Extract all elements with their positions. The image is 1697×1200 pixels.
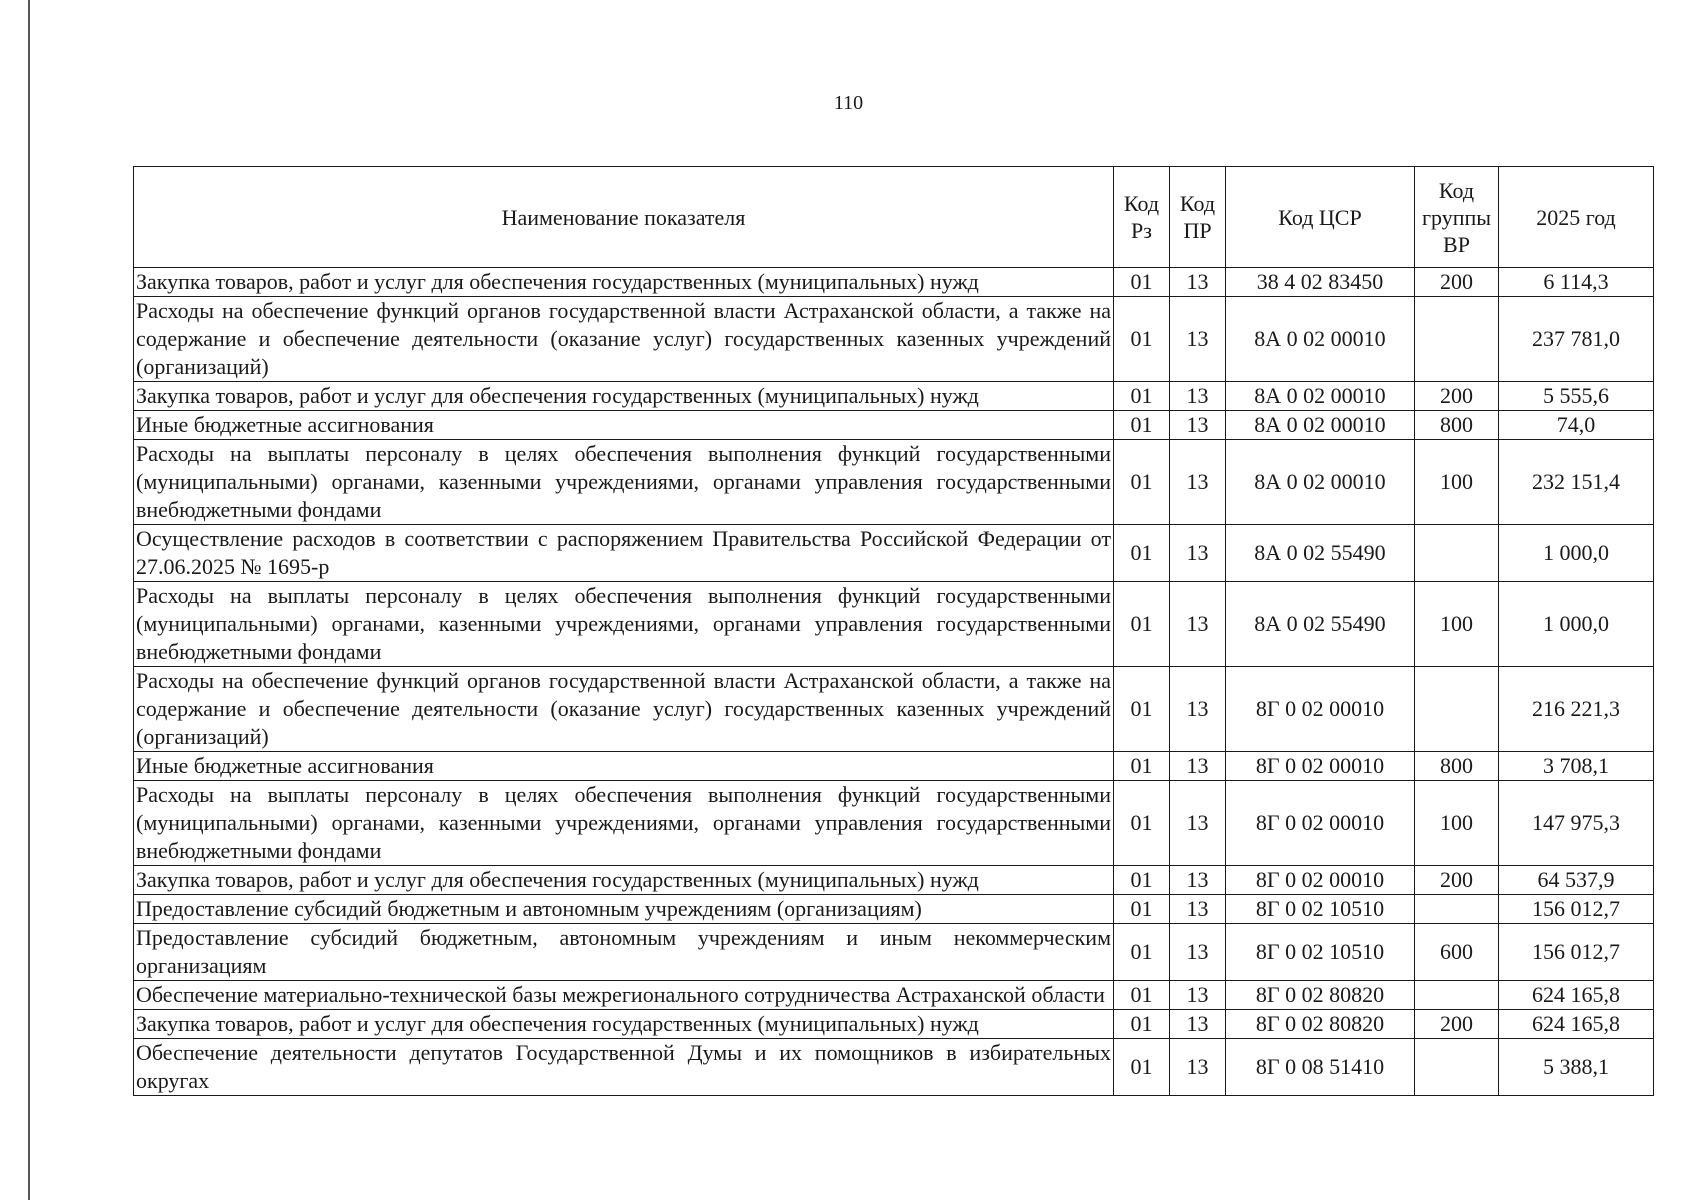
cell-rz: 01	[1114, 525, 1170, 582]
scan-edge-line	[28, 0, 30, 1200]
cell-amount: 5 388,1	[1499, 1039, 1654, 1096]
cell-amount: 5 555,6	[1499, 382, 1654, 411]
cell-name: Иные бюджетные ассигнования	[134, 411, 1114, 440]
cell-name: Обеспечение деятельности депутатов Государственной Думы и их помощников в избирательных округах	[134, 1039, 1114, 1096]
table-row	[134, 382, 1654, 411]
cell-name: Расходы на выплаты персоналу в целях обеспечения выполнения функций государственными (муниципальными) органами, казенными учреждениями, органами управления государственными внебюджетными фондами	[134, 440, 1114, 525]
cell-vr: 600	[1415, 924, 1499, 981]
table-row	[134, 440, 1654, 525]
cell-pr: 13	[1170, 382, 1226, 411]
cell-amount: 232 151,4	[1499, 440, 1654, 525]
table-row	[134, 781, 1654, 866]
cell-name: Закупка товаров, работ и услуг для обеспечения государственных (муниципальных) нужд	[134, 866, 1114, 895]
cell-rz: 01	[1114, 440, 1170, 525]
cell-csr: 8Г 0 02 10510	[1226, 895, 1415, 924]
cell-vr: 100	[1415, 582, 1499, 667]
cell-name: Иные бюджетные ассигнования	[134, 752, 1114, 781]
cell-amount: 156 012,7	[1499, 924, 1654, 981]
table-row	[134, 1010, 1654, 1039]
header-csr: Код ЦСР	[1226, 167, 1415, 268]
header-name: Наименование показателя	[134, 167, 1114, 268]
cell-amount: 237 781,0	[1499, 297, 1654, 382]
cell-pr: 13	[1170, 752, 1226, 781]
cell-amount: 624 165,8	[1499, 1010, 1654, 1039]
cell-rz: 01	[1114, 895, 1170, 924]
cell-csr: 8Г 0 02 80820	[1226, 981, 1415, 1010]
cell-pr: 13	[1170, 667, 1226, 752]
cell-amount: 1 000,0	[1499, 582, 1654, 667]
table-row	[134, 866, 1654, 895]
cell-pr: 13	[1170, 411, 1226, 440]
cell-vr	[1415, 1039, 1499, 1096]
cell-amount: 147 975,3	[1499, 781, 1654, 866]
cell-rz: 01	[1114, 667, 1170, 752]
cell-pr: 13	[1170, 924, 1226, 981]
cell-name: Осуществление расходов в соответствии с распоряжением Правительства Российской Федерации от 27.06.2025 № 1695-р	[134, 525, 1114, 582]
table-row	[134, 895, 1654, 924]
cell-vr	[1415, 667, 1499, 752]
cell-csr: 8А 0 02 00010	[1226, 382, 1415, 411]
cell-csr: 8Г 0 02 00010	[1226, 667, 1415, 752]
cell-vr: 100	[1415, 440, 1499, 525]
cell-csr: 8Г 0 02 00010	[1226, 752, 1415, 781]
cell-name: Закупка товаров, работ и услуг для обеспечения государственных (муниципальных) нужд	[134, 1010, 1114, 1039]
cell-rz: 01	[1114, 582, 1170, 667]
table-row	[134, 924, 1654, 981]
cell-rz: 01	[1114, 411, 1170, 440]
cell-amount: 74,0	[1499, 411, 1654, 440]
cell-name: Предоставление субсидий бюджетным, автономным учреждениям и иным некоммерческим организациям	[134, 924, 1114, 981]
cell-rz: 01	[1114, 1010, 1170, 1039]
table-row	[134, 981, 1654, 1010]
cell-vr	[1415, 981, 1499, 1010]
table-header-row	[134, 167, 1654, 268]
cell-amount: 216 221,3	[1499, 667, 1654, 752]
cell-vr: 200	[1415, 866, 1499, 895]
cell-pr: 13	[1170, 981, 1226, 1010]
cell-csr: 8Г 0 02 10510	[1226, 924, 1415, 981]
header-vr: Код группы ВР	[1415, 167, 1499, 268]
cell-csr: 8А 0 02 00010	[1226, 297, 1415, 382]
cell-csr: 8Г 0 08 51410	[1226, 1039, 1415, 1096]
cell-amount: 1 000,0	[1499, 525, 1654, 582]
cell-pr: 13	[1170, 895, 1226, 924]
cell-rz: 01	[1114, 781, 1170, 866]
cell-vr: 800	[1415, 411, 1499, 440]
cell-name: Закупка товаров, работ и услуг для обеспечения государственных (муниципальных) нужд	[134, 268, 1114, 297]
cell-vr: 100	[1415, 781, 1499, 866]
cell-rz: 01	[1114, 981, 1170, 1010]
cell-name: Предоставление субсидий бюджетным и автономным учреждениям (организациям)	[134, 895, 1114, 924]
cell-vr	[1415, 525, 1499, 582]
cell-csr: 8А 0 02 55490	[1226, 582, 1415, 667]
table-row	[134, 1039, 1654, 1096]
cell-name: Расходы на выплаты персоналу в целях обеспечения выполнения функций государственными (муниципальными) органами, казенными учреждениями, органами управления государственными внебюджетными фондами	[134, 781, 1114, 866]
header-pr: Код ПР	[1170, 167, 1226, 268]
cell-rz: 01	[1114, 382, 1170, 411]
cell-vr	[1415, 297, 1499, 382]
cell-amount: 156 012,7	[1499, 895, 1654, 924]
table-row	[134, 297, 1654, 382]
cell-csr: 38 4 02 83450	[1226, 268, 1415, 297]
cell-vr: 200	[1415, 268, 1499, 297]
table-row	[134, 525, 1654, 582]
cell-vr: 200	[1415, 382, 1499, 411]
cell-rz: 01	[1114, 1039, 1170, 1096]
cell-pr: 13	[1170, 525, 1226, 582]
cell-rz: 01	[1114, 924, 1170, 981]
cell-rz: 01	[1114, 752, 1170, 781]
table-row	[134, 268, 1654, 297]
table-row	[134, 582, 1654, 667]
cell-pr: 13	[1170, 268, 1226, 297]
cell-pr: 13	[1170, 1010, 1226, 1039]
cell-csr: 8А 0 02 00010	[1226, 411, 1415, 440]
cell-csr: 8А 0 02 55490	[1226, 525, 1415, 582]
cell-name: Расходы на выплаты персоналу в целях обеспечения выполнения функций государственными (муниципальными) органами, казенными учреждениями, органами управления государственными внебюджетными фондами	[134, 582, 1114, 667]
cell-name: Расходы на обеспечение функций органов государственной власти Астраханской области, а также на содержание и обеспечение деятельности (оказание услуг) государственных казенных учреждений (организаций)	[134, 297, 1114, 382]
cell-vr	[1415, 895, 1499, 924]
cell-rz: 01	[1114, 866, 1170, 895]
cell-pr: 13	[1170, 781, 1226, 866]
cell-amount: 624 165,8	[1499, 981, 1654, 1010]
cell-vr: 200	[1415, 1010, 1499, 1039]
cell-csr: 8Г 0 02 80820	[1226, 1010, 1415, 1039]
cell-rz: 01	[1114, 268, 1170, 297]
cell-csr: 8Г 0 02 00010	[1226, 866, 1415, 895]
table-row	[134, 411, 1654, 440]
page-number: 110	[833, 92, 864, 114]
cell-pr: 13	[1170, 582, 1226, 667]
table-row	[134, 752, 1654, 781]
cell-pr: 13	[1170, 866, 1226, 895]
cell-csr: 8А 0 02 00010	[1226, 440, 1415, 525]
cell-name: Расходы на обеспечение функций органов государственной власти Астраханской области, а также на содержание и обеспечение деятельности (оказание услуг) государственных казенных учреждений (организаций)	[134, 667, 1114, 752]
cell-name: Закупка товаров, работ и услуг для обеспечения государственных (муниципальных) нужд	[134, 382, 1114, 411]
cell-amount: 64 537,9	[1499, 866, 1654, 895]
header-rz: Код Рз	[1114, 167, 1170, 268]
cell-amount: 6 114,3	[1499, 268, 1654, 297]
cell-pr: 13	[1170, 1039, 1226, 1096]
cell-rz: 01	[1114, 297, 1170, 382]
table-body	[134, 268, 1654, 1096]
cell-csr: 8Г 0 02 00010	[1226, 781, 1415, 866]
cell-name: Обеспечение материально-технической базы межрегионального сотрудничества Астраханской области	[134, 981, 1114, 1010]
budget-table	[133, 166, 1654, 1096]
cell-pr: 13	[1170, 297, 1226, 382]
header-year: 2025 год	[1499, 167, 1654, 268]
cell-pr: 13	[1170, 440, 1226, 525]
cell-amount: 3 708,1	[1499, 752, 1654, 781]
cell-vr: 800	[1415, 752, 1499, 781]
table-row	[134, 667, 1654, 752]
